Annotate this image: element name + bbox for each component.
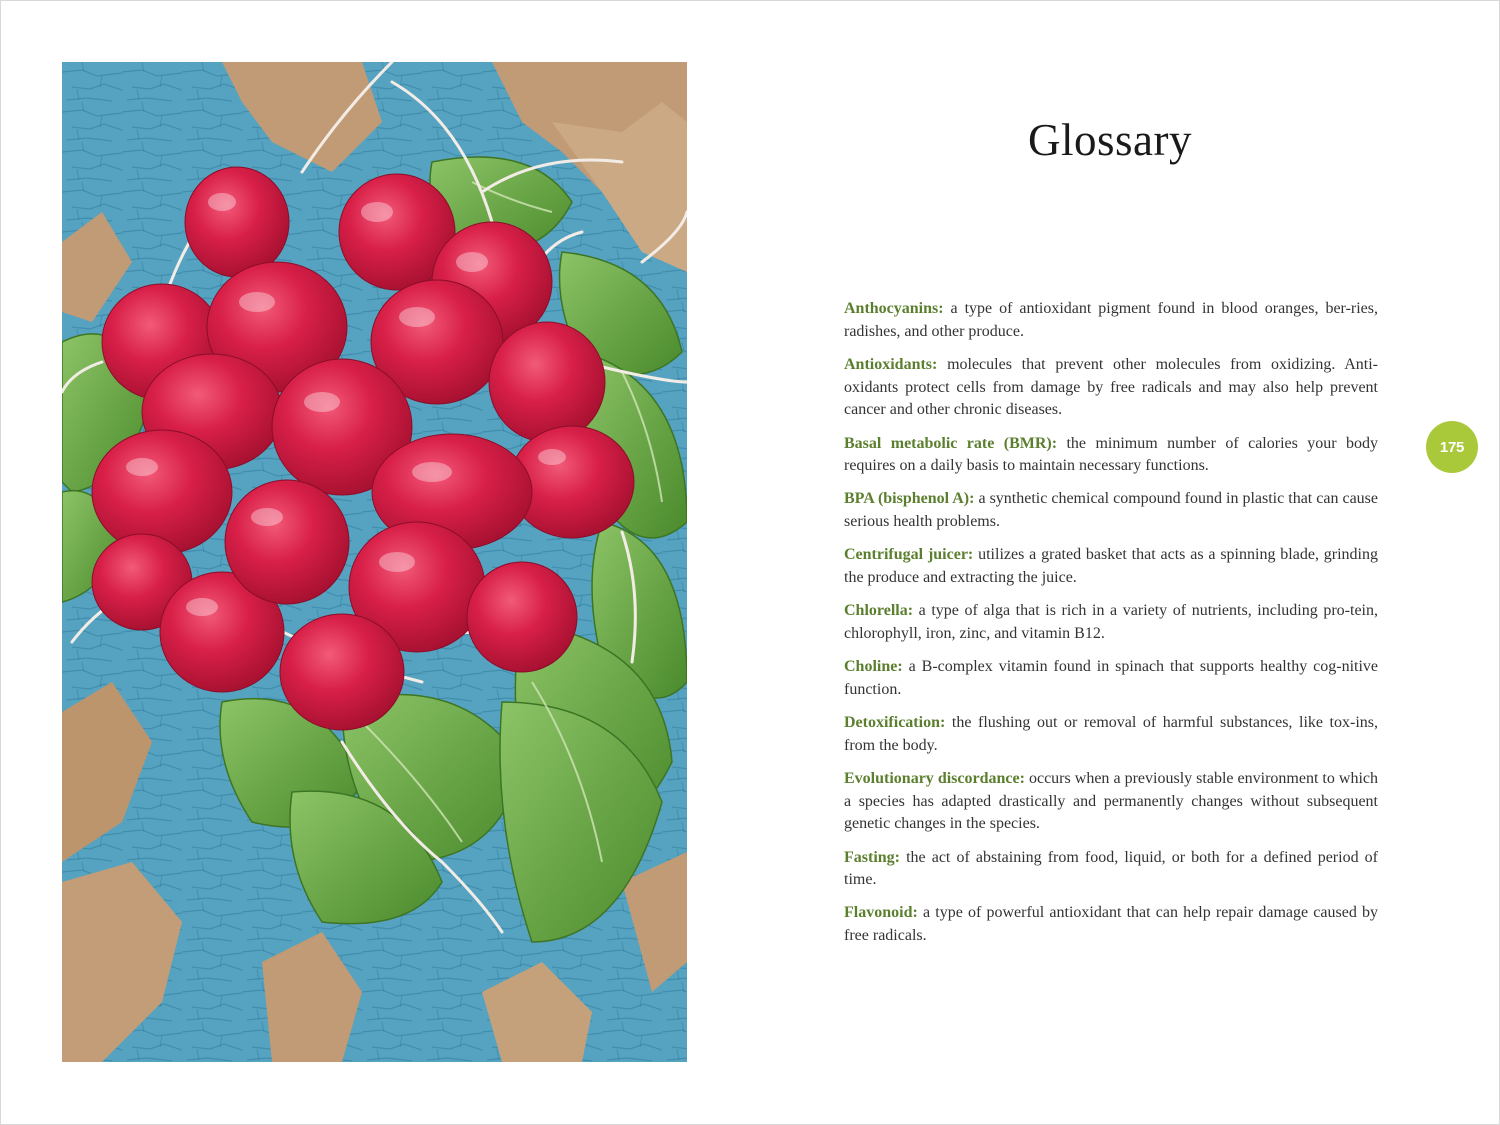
glossary-definition: the minimum number of calories your body requires on a daily basis to maintain necessary functions.: [844, 434, 1378, 475]
glossary-term: Anthocyanins:: [844, 300, 944, 317]
glossary-term: Chlorella:: [844, 602, 914, 620]
glossary-entry: [844, 847, 1378, 892]
glossary-definition: occurs when a previously stable environment to which a species has adapted drastically and permanently changes without subsequent genetic changes in the species.: [844, 769, 1379, 833]
glossary-definition: utilizes a grated basket that acts as a spinning blade, grinding the produce and extracting the juice.: [844, 546, 1379, 587]
glossary-definition: a B-complex vitamin found in spinach that supports healthy cog-nitive function.: [844, 658, 1378, 698]
glossary-entry: [844, 354, 1378, 422]
glossary-term: Flavonoid:: [844, 904, 918, 922]
glossary-definition: a type of powerful antioxidant that can help repair damage caused by free radicals.: [844, 904, 1378, 945]
glossary-term: BPA (bisphenol A):: [844, 490, 975, 508]
glossary-definition: molecules that prevent other molecules from oxidizing. Anti-oxidants protect cells from damage by free radicals and may also help prevent cancer and other chronic diseases.: [844, 355, 1378, 419]
glossary-entry: [844, 712, 1378, 757]
glossary-definition: the flushing out or removal of harmful substances, like tox-ins, from the body.: [844, 714, 1378, 754]
glossary-entry: [844, 433, 1378, 478]
page-title: Glossary: [1028, 115, 1192, 166]
glossary-term: Fasting:: [844, 848, 900, 866]
glossary-entry: [844, 902, 1378, 947]
glossary-list: [844, 298, 1378, 958]
radish-photo: [62, 62, 687, 1062]
glossary-entry: [844, 488, 1378, 533]
glossary-entry: [844, 298, 1378, 343]
glossary-term: Centrifugal juicer:: [844, 546, 974, 564]
glossary-definition: the act of abstaining from food, liquid, or both for a defined period of time.: [844, 848, 1378, 889]
glossary-entry: [844, 768, 1378, 836]
glossary-entry: [844, 600, 1378, 645]
glossary-term: Antioxidants:: [844, 355, 938, 373]
glossary-definition: a synthetic chemical compound found in plastic that can cause serious health problems.: [844, 490, 1379, 531]
glossary-term: Choline:: [844, 658, 903, 676]
glossary-definition: a type of antioxidant pigment found in blood oranges, ber-ries, radishes, and other produce.: [844, 300, 1378, 340]
page-number-badge: 175: [1426, 421, 1478, 473]
glossary-entry: [844, 656, 1378, 701]
glossary-entry: [844, 544, 1378, 589]
glossary-term: Basal metabolic rate (BMR):: [844, 434, 1058, 452]
glossary-definition: a type of alga that is rich in a variety of nutrients, including pro-tein, chlorophyll, iron, zinc, and vitamin B12.: [844, 602, 1378, 642]
glossary-term: Detoxification:: [844, 714, 946, 732]
glossary-term: Evolutionary discordance:: [844, 769, 1025, 787]
